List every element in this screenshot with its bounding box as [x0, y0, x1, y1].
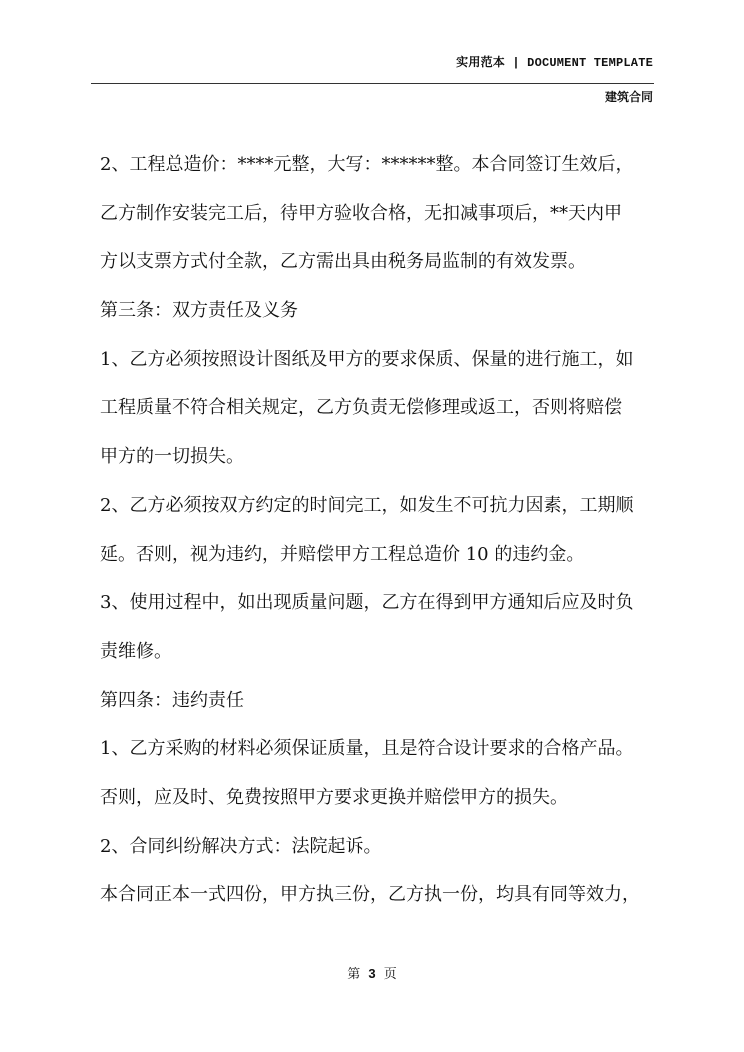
- body-line: 2、工程总造价：****元整，大写：******整。本合同签订生效后，: [100, 154, 634, 175]
- body-line: 否则，应及时、免费按照甲方要求更换并赔偿甲方的损失。: [100, 786, 568, 808]
- page-footer: [0, 963, 744, 982]
- section-heading: 第四条：违约责任: [100, 689, 244, 711]
- header-document-type: 建筑合同: [604, 90, 653, 104]
- body-line: 2、乙方必须按双方约定的时间完工，如发生不可抗力因素，工期顺: [100, 494, 634, 516]
- header-template-label: 实用范本 | DOCUMENT TEMPLATE: [456, 56, 653, 70]
- body-line: 工程质量不符合相关规定，乙方负责无偿修理或返工，否则将赔偿: [100, 397, 622, 419]
- page-number: 3: [368, 966, 376, 981]
- body-line: 1、乙方必须按照设计图纸及甲方的要求保质、保量的进行施工，如: [100, 348, 634, 370]
- body-line: 乙方制作安装完工后，待甲方验收合格，无扣减事项后，**天内甲: [100, 202, 622, 224]
- section-heading: 第三条：双方责任及义务: [100, 300, 298, 322]
- contract-body: [100, 141, 662, 920]
- body-line: 方以支票方式付全款，乙方需出具由税务局监制的有效发票。: [100, 251, 586, 273]
- body-line: 责维修。: [100, 640, 172, 662]
- body-line: 2、合同纠纷解决方式：法院起诉。: [100, 835, 382, 857]
- header-divider: [91, 83, 654, 84]
- page-number-prefix: 第: [347, 967, 361, 982]
- body-line: 本合同正本一式四份，甲方执三份，乙方执一份，均具有同等效力，: [100, 884, 640, 906]
- page-number-suffix: 页: [383, 967, 397, 982]
- body-line: 延。否则，视为违约，并赔偿甲方工程总造价 10 的违约金。: [100, 543, 585, 565]
- body-line: 甲方的一切损失。: [100, 446, 244, 468]
- body-line: 3、使用过程中，如出现质量问题，乙方在得到甲方通知后应及时负: [100, 592, 634, 614]
- body-line: 1、乙方采购的材料必须保证质量，且是符合设计要求的合格产品。: [100, 738, 634, 760]
